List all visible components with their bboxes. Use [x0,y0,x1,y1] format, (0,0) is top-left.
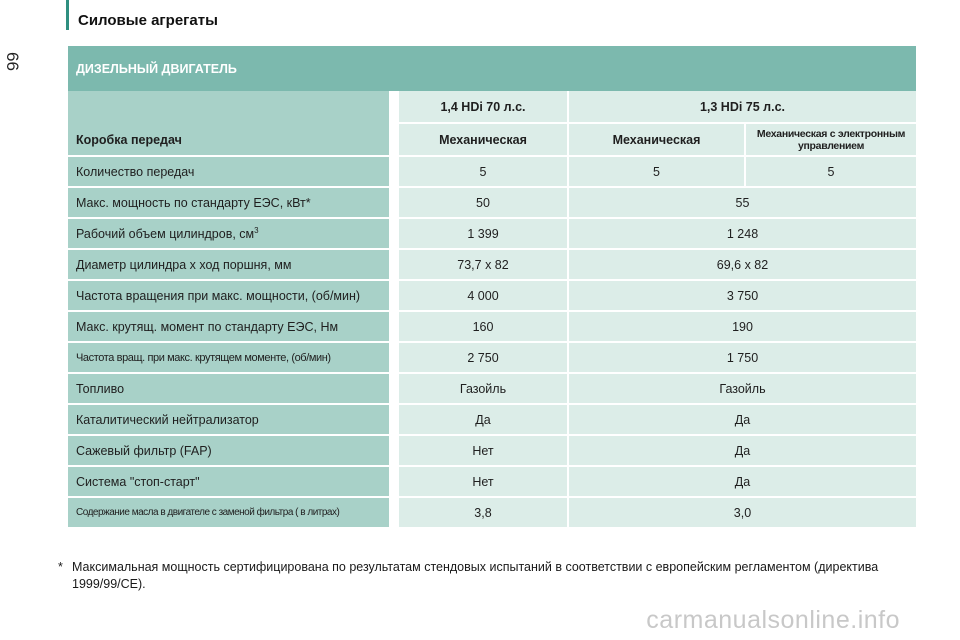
row-label: Сажевый фильтр (FAP) [68,436,397,467]
row-value: 1 399 [397,219,567,250]
row-value: Нет [397,467,567,498]
table-row [68,374,916,405]
section-title: Силовые агрегаты [78,12,218,29]
row-label: Содержание масла в двигателе с заменой фильтра ( в литрах) [68,498,397,529]
diesel-engine-spec-table [68,46,916,529]
row-value: 69,6 x 82 [567,250,916,281]
row-label: Диаметр цилиндра х ход поршня, мм [68,250,397,281]
row-label-superscript: 3 [254,225,259,235]
gearbox-header-2: Механическая [567,124,744,157]
row-value: Да [567,467,916,498]
row-value: Нет [397,436,567,467]
row-value: 190 [567,312,916,343]
row-value: 73,7 x 82 [397,250,567,281]
table-row [68,436,916,467]
section-marker [66,0,69,30]
table-row [68,498,916,529]
engine-header-2: 1,3 HDi 75 л.с. [567,91,916,124]
row-label: Каталитический нейтрализатор [68,405,397,436]
row-value: 50 [397,188,567,219]
row-value: 4 000 [397,281,567,312]
row-label: Макс. крутящ. момент по стандарту ЕЭС, Нм [68,312,397,343]
table-row [68,157,916,188]
table-row [68,467,916,498]
engine-header-1: 1,4 HDi 70 л.с. [397,91,567,124]
row-value: Да [567,405,916,436]
row-label: Частота вращ. при макс. крутящем моменте, (об/мин) [68,343,397,374]
row-value: Газойль [397,374,567,405]
row-value: 5 [744,157,916,188]
row-value: 3,8 [397,498,567,529]
table-row [68,312,916,343]
table-row [68,343,916,374]
row-label: Рабочий объем цилиндров, см [76,227,255,242]
row-value: 5 [567,157,744,188]
table-row [68,219,916,250]
table-title: ДИЗЕЛЬНЫЙ ДВИГАТЕЛЬ [68,46,916,91]
row-value: 160 [397,312,567,343]
table-title-row [68,46,916,91]
watermark: carmanualsonline.info [646,606,900,634]
footnote-marker: * [58,560,63,574]
footnote [58,559,892,593]
table-row [68,250,916,281]
gearbox-header-1: Механическая [397,124,567,157]
row-label: Частота вращения при макс. мощности, (об/мин) [68,281,397,312]
row-value: Да [567,436,916,467]
row-label: Количество передач [68,157,397,188]
row-value: 3,0 [567,498,916,529]
row-value: 5 [397,157,567,188]
gearbox-header-3: Механическая с электронным управлением [744,124,916,157]
page-number: 66 [3,52,22,71]
row-value: Газойль [567,374,916,405]
row-label: Топливо [68,374,397,405]
row-label: Система "стоп-старт" [68,467,397,498]
table-row [68,188,916,219]
row-value: Да [397,405,567,436]
row-label: Макс. мощность по стандарту ЕЭС, кВт* [68,188,397,219]
row-value: 3 750 [567,281,916,312]
row-label-cell [68,219,397,250]
row-value: 1 248 [567,219,916,250]
row-value: 55 [567,188,916,219]
footnote-text: Максимальная мощность сертифицирована по результатам стендовых испытаний в соответствии с европейским регламентом (директива 1999/99/CE). [72,560,879,591]
row-value: 2 750 [397,343,567,374]
gearbox-label: Коробка передач [68,91,397,157]
table-row [68,281,916,312]
row-value: 1 750 [567,343,916,374]
table-row [68,405,916,436]
engine-header-row [68,91,916,124]
